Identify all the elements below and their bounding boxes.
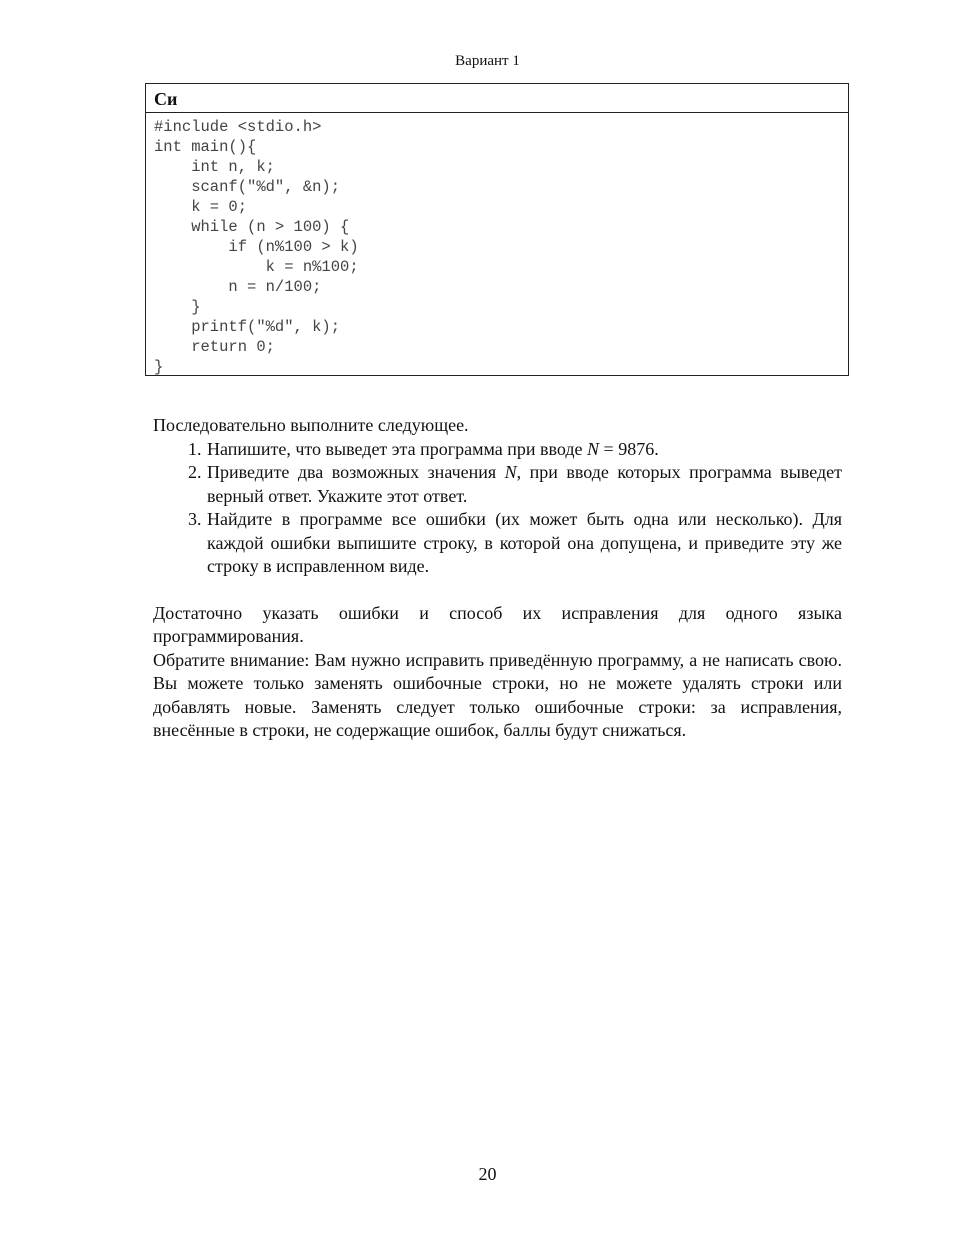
code-line: printf("%d", k); <box>154 318 341 336</box>
code-line: k = 0; <box>154 198 248 216</box>
code-line: int n, k; <box>154 158 275 176</box>
code-language-label: Си <box>146 84 848 113</box>
code-line: if (n%100 > k) <box>154 238 359 256</box>
code-line: } <box>154 298 201 316</box>
task-list <box>153 438 842 579</box>
code-line: while (n > 100) { <box>154 218 350 236</box>
task-intro: Последовательно выполните следующее. <box>153 415 469 435</box>
task-text <box>153 414 842 743</box>
variable-n: N <box>504 462 517 482</box>
code-line: n = n/100; <box>154 278 322 296</box>
code-line: scanf("%d", &n); <box>154 178 341 196</box>
variable-n: N <box>587 438 600 459</box>
code-line: #include <stdio.h> <box>154 118 322 136</box>
page-header: Вариант 1 <box>455 53 520 69</box>
code-line: return 0; <box>154 338 275 356</box>
task-item: 3. Найдите в программе все ошибки (их может быть одна или несколько). Для каждой ошибки выпишите строку, в которой она допущена, и приведите эту же строку в исправленном виде. <box>206 508 842 579</box>
note-attention: Обратите внимание: Вам нужно исправить приведённую программу, а не написать свою. Вы можете только заменять ошибочные строки, но не можете удалять строки или добавлять новые. Заменять следует только ошибочные строки: за исправления, внесённые в строки, не содержащие ошибок, баллы будут снижаться. <box>153 649 842 740</box>
note-language: Достаточно указать ошибки и способ их исправления для одного языка программирования. <box>153 602 842 646</box>
code-listing <box>146 113 848 377</box>
task-item: 2. Приведите два возможных значения N, при вводе которых программа выведет верный ответ. Укажите этот ответ. <box>206 461 842 508</box>
code-line: k = n%100; <box>154 258 359 276</box>
code-line: int main(){ <box>154 138 257 156</box>
page-number: 20 <box>478 1164 497 1184</box>
task-item: 1. Напишите, что выведет эта программа при вводе N = 9876. <box>206 438 842 462</box>
code-box <box>145 83 849 376</box>
code-line: } <box>154 358 164 376</box>
